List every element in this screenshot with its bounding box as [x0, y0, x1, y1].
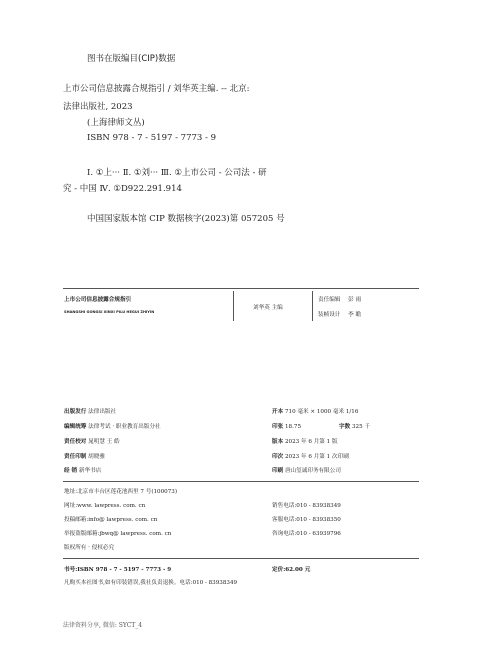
cip-heading: 图书在版编目(CIP)数据: [87, 54, 176, 64]
website: 网址:www. lawpress. com. cn: [64, 503, 146, 509]
pub-label: 印次: [272, 454, 284, 460]
book-title-pinyin: SHANGSHI GONGSI XINXI PILU HEGUI ZHIYIN: [64, 310, 155, 314]
price: 定价:62.00 元: [272, 567, 311, 573]
editor-name: 彭 雨: [348, 297, 362, 303]
cip-classification-line-2: 究 - 中国 Ⅳ. ①D922.291.914: [63, 184, 182, 194]
pub-value: 法律考试 · 职业教育出版分社: [88, 424, 161, 430]
divider: [63, 481, 419, 482]
return-notice: 凡购买本社图书,如有印装错误,我社负责退换。电话:010 - 83938349: [64, 580, 238, 586]
cip-record-number: 中国国家版本馆 CIP 数据核字(2023)第 057205 号: [87, 214, 285, 224]
pub-label: 印刷: [272, 468, 284, 474]
cip-classification-line: Ⅰ. ①上··· Ⅱ. ①刘··· Ⅲ. ①上市公司 - 公司法 - 研: [87, 168, 267, 178]
pub-label: 出版发行: [64, 409, 87, 415]
divider: [233, 291, 234, 321]
pub-value: 2023 年 6 月第 1 次印刷: [284, 454, 349, 460]
isbn: 书号:ISBN 978 - 7 - 5197 - 7773 - 9: [64, 567, 172, 573]
designer-label: 装帧设计: [318, 312, 341, 318]
divider: [63, 288, 419, 289]
address: 地址:北京市丰台区莲花池西里 7 号(100073): [64, 489, 178, 495]
cip-title-line: 上市公司信息披露合规指引 / 刘华英主编. -- 北京:: [63, 84, 250, 94]
footer-note: 法律资料分享, 微信: SYCT_4: [63, 622, 143, 629]
pub-value: 2023 年 6 月第 1 版: [284, 439, 338, 445]
pub-label: 版本: [272, 439, 284, 445]
copyright-notice: 版权所有 · 侵权必究: [64, 545, 115, 551]
pub-label: 编辑统筹: [64, 424, 87, 430]
submit-email: 投稿邮箱:info@ lawpress. com. cn: [64, 517, 158, 523]
pub-label: 责任校对: [64, 439, 87, 445]
pub-value: 法律出版社: [88, 409, 117, 415]
divider: [63, 558, 419, 559]
pub-value: 710 毫米 × 1000 毫米 1/16: [284, 409, 359, 415]
service-phone: 客服电话:010 - 83938350: [272, 517, 341, 523]
pub-value: 胡晓雅: [88, 454, 105, 460]
pub-value: 唐山玺诚印务有限公司: [284, 468, 341, 474]
cip-isbn-line: ISBN 978 - 7 - 5197 - 7773 - 9: [87, 133, 216, 143]
divider: [312, 291, 313, 321]
pub-value: 325 千: [351, 424, 371, 430]
sales-phone: 销售电话:010 - 83938349: [272, 503, 341, 509]
pub-label: 印张: [272, 424, 284, 430]
pub-label: 开本: [272, 409, 284, 415]
cip-series-line: (上海律师文丛): [87, 118, 145, 128]
book-title: 上市公司信息披露合规指引: [64, 297, 132, 303]
editor-label: 责任编辑: [318, 297, 341, 303]
cip-publisher-line: 法律出版社, 2023: [63, 102, 133, 112]
author: 刘华英 主编: [253, 305, 283, 311]
pub-label: 经 销: [64, 468, 78, 474]
designer-name: 李 瞻: [348, 312, 362, 318]
pub-value: 晁明慧 王 皓: [88, 439, 120, 445]
pub-label: 责任印制: [64, 454, 87, 460]
pub-value: 新华书店: [78, 468, 102, 474]
pub-value: 18.75: [284, 424, 301, 430]
report-email: 举报盗版邮箱:jbwq@ lawpress. com. cn: [64, 531, 172, 537]
consult-phone: 咨询电话:010 - 63939796: [272, 531, 341, 537]
pub-label: 字数: [339, 424, 351, 430]
